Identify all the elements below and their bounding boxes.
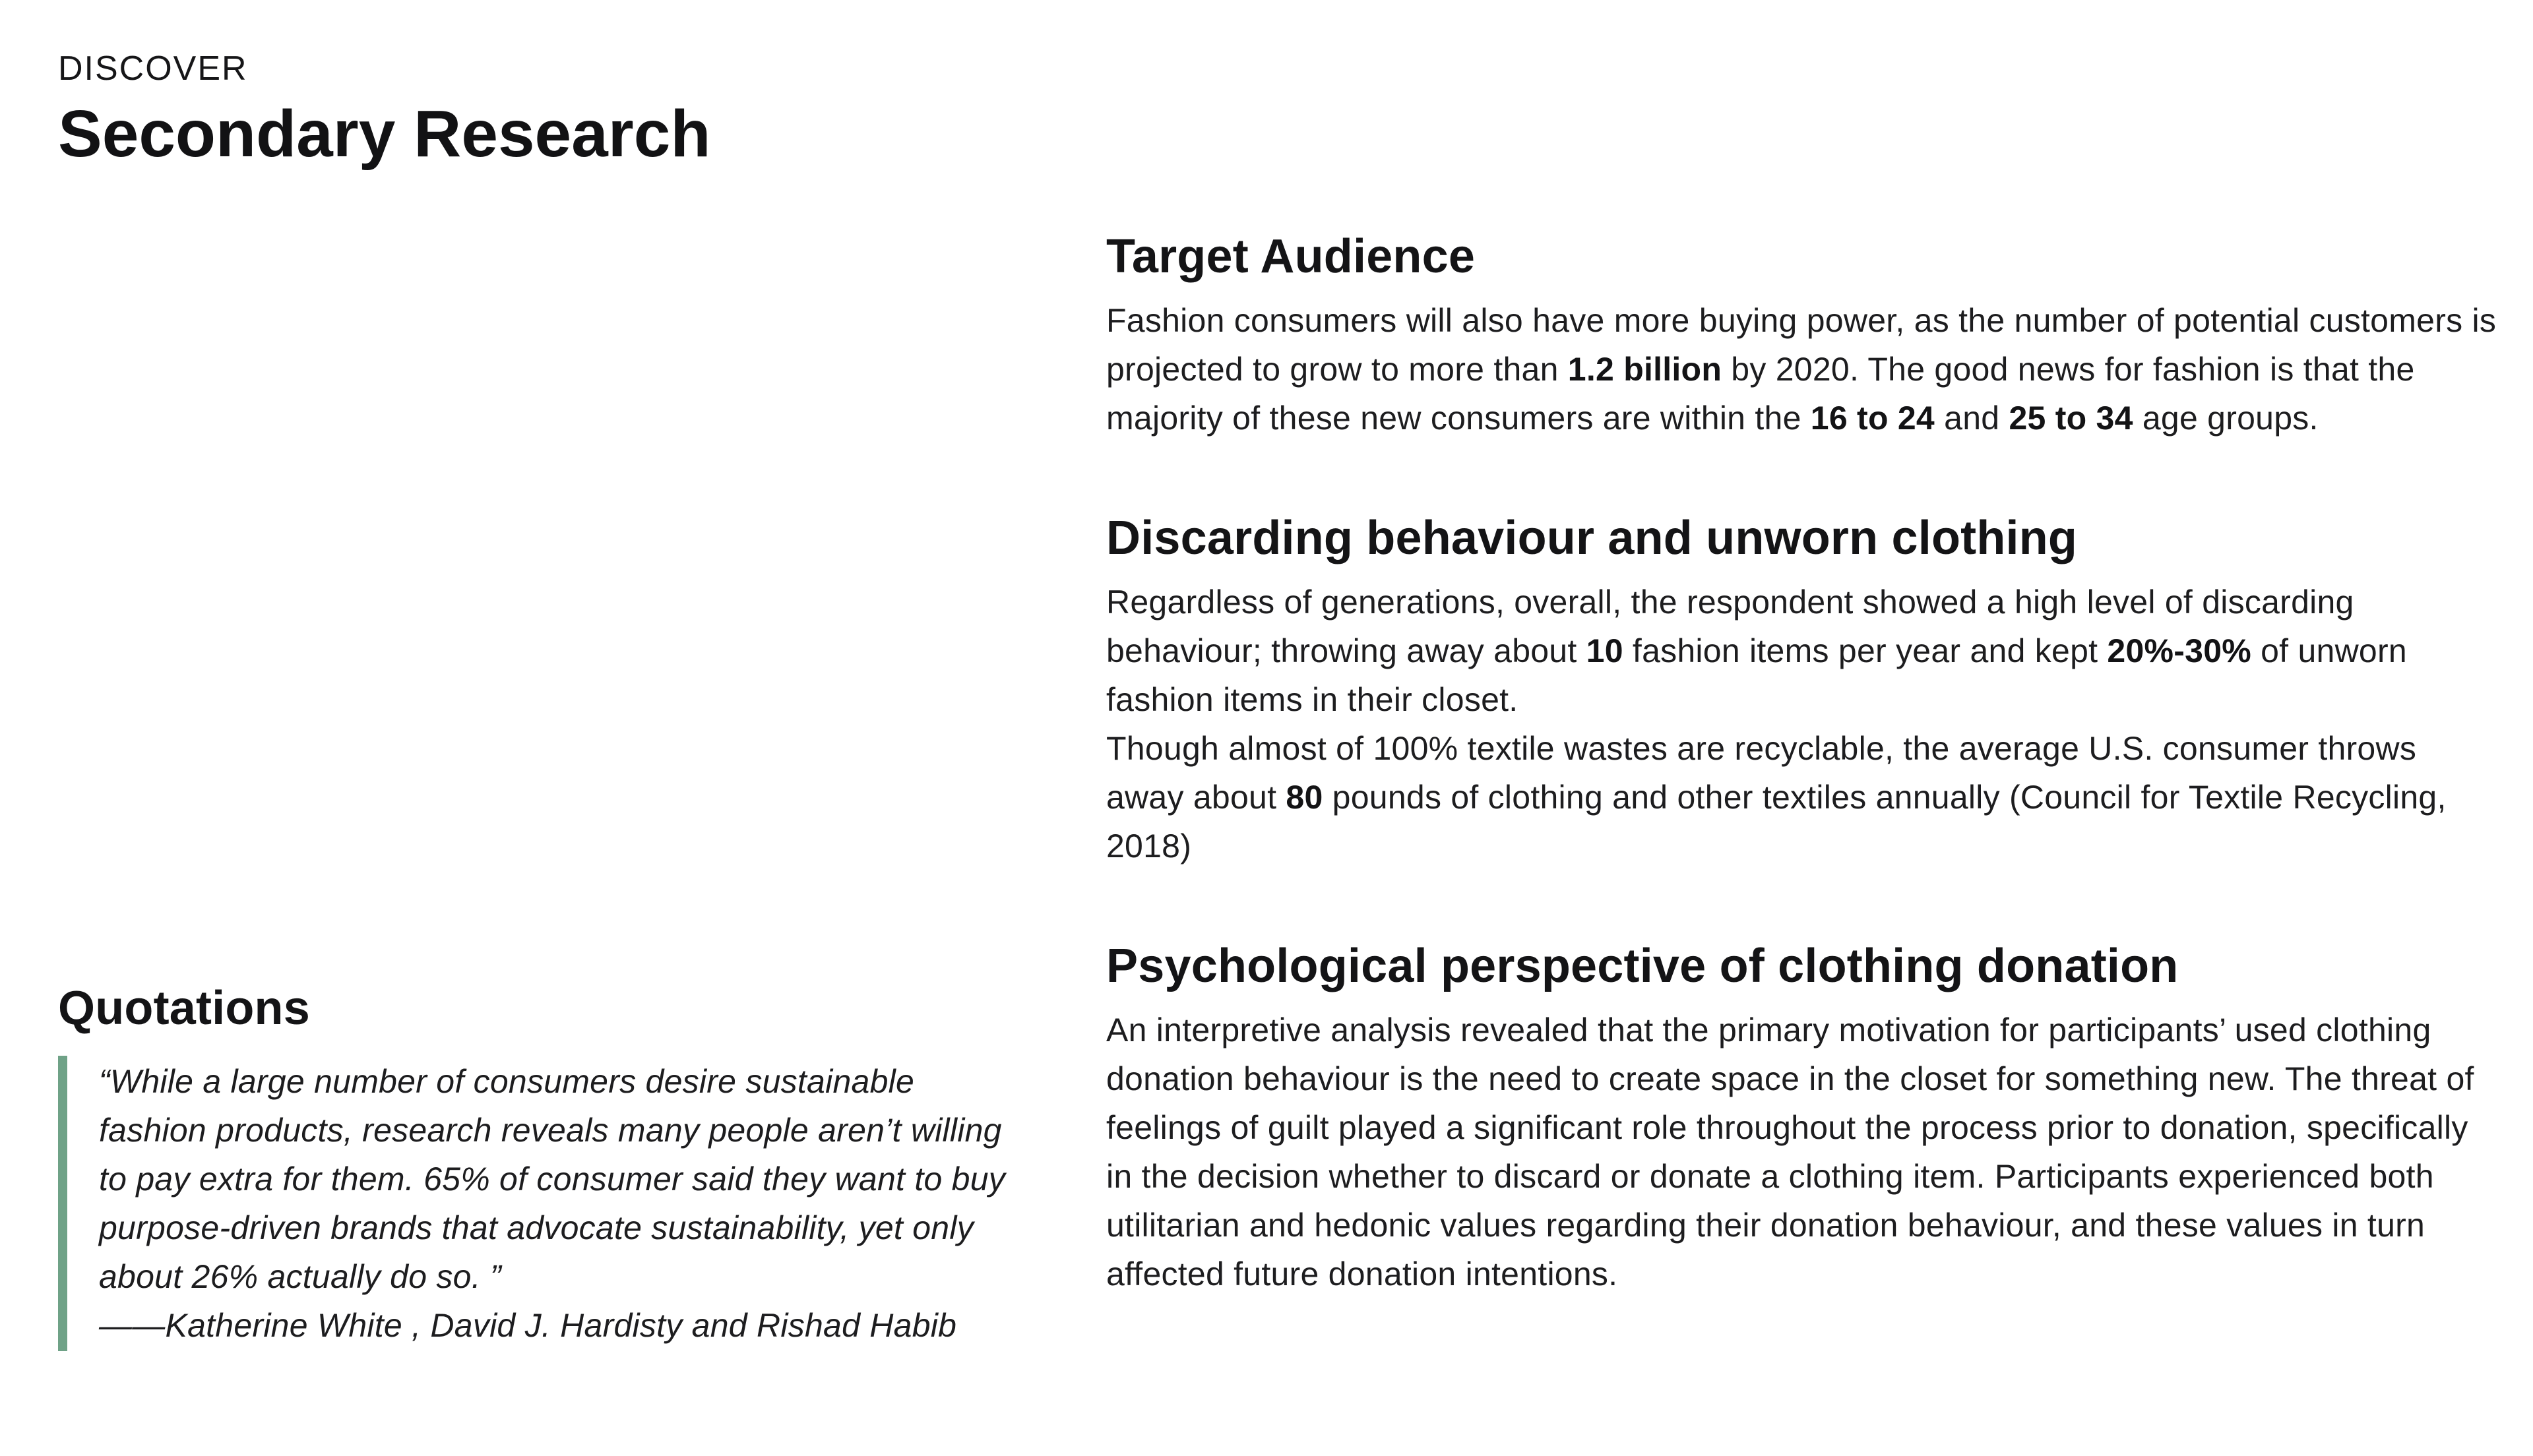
page-title: Secondary Research	[58, 97, 711, 171]
paragraph: Regardless of generations, overall, the respondent showed a high level of discarding behaviour; throwing away about 10 fashion items per year and kept 20%-30% of unworn fashion items in their closet.	[1106, 584, 2407, 718]
quotations-heading: Quotations	[58, 982, 310, 1035]
page-header	[58, 47, 710, 174]
psychological-perspective-heading: Psychological perspective of clothing donation	[1106, 940, 2179, 992]
section-psychological-perspective	[1106, 936, 2498, 1298]
section-target-audience	[1106, 227, 2498, 442]
target-audience-heading: Target Audience	[1106, 230, 1476, 283]
paragraph: Though almost of 100% textile wastes are recyclable, the average U.S. consumer throws away about 80 pounds of clothing and other textiles annually (Council for Textile Recycling, 2018)	[1106, 730, 2447, 864]
content-column	[1106, 227, 2498, 1298]
paragraph: An interpretive analysis revealed that the primary motivation for participants’ used clothing donation behaviour is the need to create space in the closet for something new. The threat of feelings of guilt played a significant role throughout the process prior to donation, specifically in the decision whether to discard or donate a clothing item. Participants experienced both utilitarian and hedonic values regarding their donation behaviour, and these values in turn affected future donation intentions.	[1106, 1012, 2474, 1292]
quote-block	[58, 1056, 1031, 1351]
discarding-behaviour-body	[1106, 578, 2498, 870]
paragraph: Fashion consumers will also have more buying power, as the number of potential customers is projected to grow to more than 1.2 billion by 2020. The good news for fashion is that the majority of these new consumers are within the 16 to 24 and 25 to 34 age groups.	[1106, 302, 2497, 437]
section-discarding-behaviour	[1106, 508, 2498, 870]
eyebrow-label: DISCOVER	[58, 49, 248, 88]
discarding-behaviour-heading: Discarding behaviour and unworn clothing	[1106, 512, 2078, 564]
quote-attribution: ——Katherine White , David J. Hardisty and Rishad Habib	[99, 1307, 957, 1344]
psychological-perspective-body	[1106, 1006, 2498, 1298]
quote-text: “While a large number of consumers desire sustainable fashion products, research reveals many people aren’t willing to pay extra for them. 65% of consumer said they want to buy purpose-driven brands that advocate sustainability, yet only about 26% actually do so. ”	[99, 1063, 1006, 1295]
target-audience-body	[1106, 296, 2498, 442]
quotations-section	[58, 979, 1031, 1351]
